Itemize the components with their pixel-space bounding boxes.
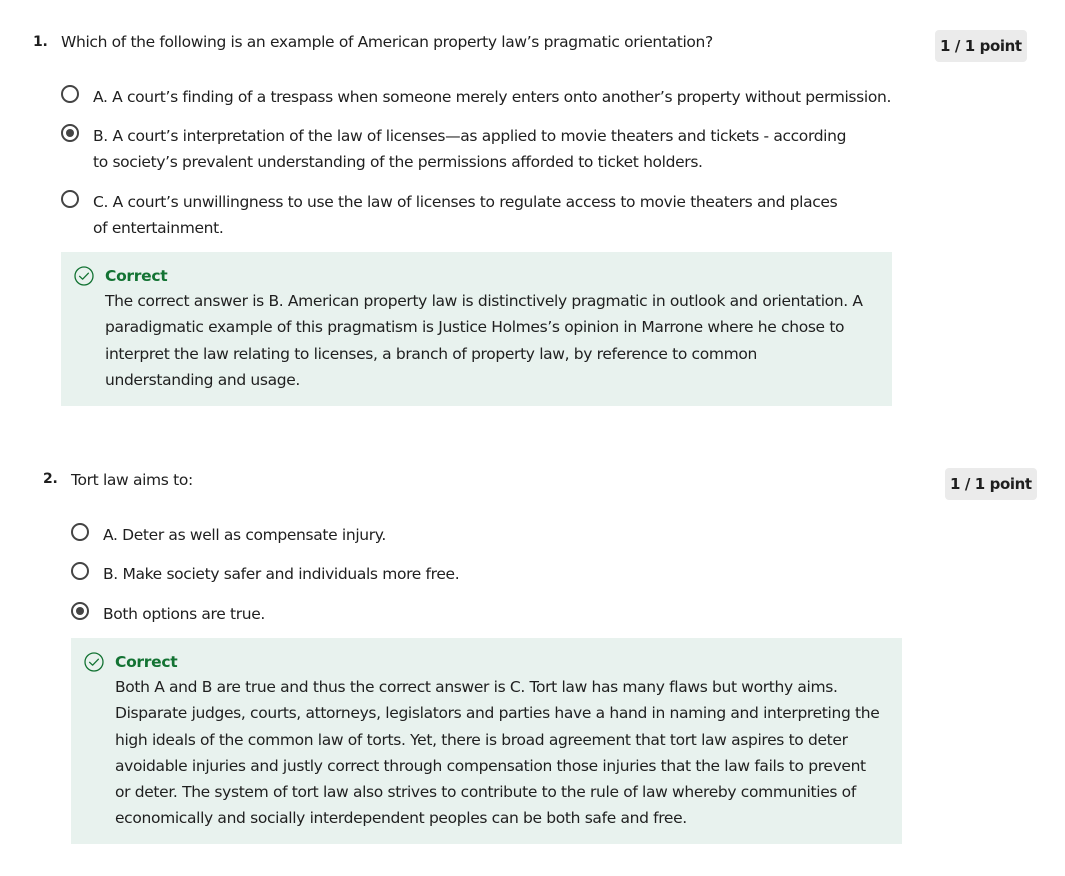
feedback-panel bbox=[71, 638, 902, 844]
option-label: B. A court’s interpretation of the law of licenses—as applied to movie theaters and tickets - according to society’s prevalent understanding of the permissions afforded to ticket holders. bbox=[93, 127, 847, 171]
question-text: Tort law aims to: bbox=[71, 471, 193, 489]
points-badge: 1 / 1 point bbox=[945, 468, 1037, 500]
option-label: B. Make society safer and individuals more free. bbox=[103, 565, 460, 583]
feedback-body: The correct answer is B. American property law is distinctively pragmatic in outlook and orientation. A paradigmatic example of this pragmatism is Justice Holmes’s opinion in Marrone where he chose to interpret the law relating to licenses, a branch of property law, by reference to common understanding and usage. bbox=[105, 292, 863, 389]
option-label: A. Deter as well as compensate injury. bbox=[103, 526, 386, 544]
radio-checked-icon[interactable] bbox=[61, 124, 79, 142]
radio-unchecked-icon[interactable] bbox=[71, 562, 89, 580]
points-badge: 1 / 1 point bbox=[935, 30, 1027, 62]
option-label: Both options are true. bbox=[103, 605, 265, 623]
radio-unchecked-icon[interactable] bbox=[61, 190, 79, 208]
option-label: A. A court’s finding of a trespass when someone merely enters onto another’s property without permission. bbox=[93, 88, 892, 106]
feedback-title: Correct bbox=[115, 653, 178, 671]
option-label: C. A court’s unwillingness to use the law of licenses to regulate access to movie theaters and places of entertainment. bbox=[93, 193, 838, 237]
question-text: Which of the following is an example of American property law’s pragmatic orientation? bbox=[61, 33, 713, 51]
radio-checked-icon[interactable] bbox=[71, 602, 89, 620]
feedback-panel bbox=[61, 252, 892, 406]
question-number: 2. bbox=[43, 471, 58, 487]
check-circle-icon bbox=[74, 266, 94, 286]
radio-unchecked-icon[interactable] bbox=[61, 85, 79, 103]
feedback-body: Both A and B are true and thus the correct answer is C. Tort law has many flaws but worthy aims. Disparate judges, courts, attorneys, legislators and parties have a hand in naming and interpreting the high ideals of the common law of torts. Yet, there is broad agreement that tort law aspires to deter avoidable injuries and justly correct through compensation those injuries that the law fails to prevent or deter. The system of tort law also strives to contribute to the rule of law whereby communities of economically and socially interdependent peoples can be both safe and free. bbox=[115, 678, 880, 828]
check-circle-icon bbox=[84, 652, 104, 672]
question-number: 1. bbox=[33, 34, 48, 50]
radio-unchecked-icon[interactable] bbox=[71, 523, 89, 541]
feedback-title: Correct bbox=[105, 267, 168, 285]
